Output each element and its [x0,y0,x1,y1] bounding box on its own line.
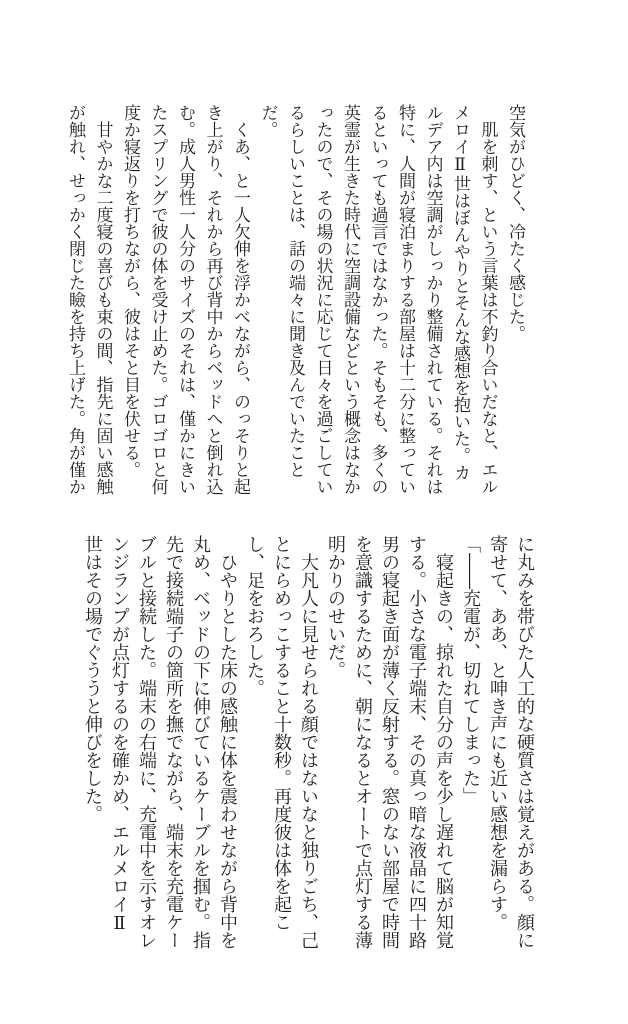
paragraph-dialogue: 「――充電が、切れてしまった」 [460,535,481,805]
paragraph: 寝起きの、掠れた自分の声を少し遅れて脳が知覚する。小さな電子端末、その真っ暗な液晶に四十路男の寝起き面が薄く反射する。窓のない部屋で時間を意識するために、朝になるとオートで点灯する薄明かりのせいだ。 [325,535,454,949]
paragraph: ひやりとした床の感触に体を震わせながら背中を丸め、ベッドの下に伸びているケーブルを掴む。指先で接続端子の箇所を撫でながら、端末を充電ケーブルと接続した。端末の右端に、充電中を示すオレンジランプが点灯するのを確かめ、エルメロイⅡ世はその場でぐううと伸びをした。 [82,535,238,949]
page-block-top [61,104,529,496]
paragraph: 甘やかな二度寝の喜びも束の間、指先に固い感触が触れ、せっかく閉じた瞼を持ち上げた。角が僅か [65,104,113,495]
paragraph: に丸みを帯びた人工的な硬質さは覚えがある。顔に寄せて、ああ、と呻き声にも近い感想を漏らす。 [487,535,535,949]
page-block-bottom [79,535,538,951]
paragraph: 空気がひどく、冷たく感じた。 [505,104,525,342]
paragraph: 肌を刺す、という言葉は不釣り合いだなと、エルメロイⅡ世はぼんやりとそんな感想を抱いた。カルデア内は空調がしっかり整備されている。それは特に、人間が寝泊まりする部屋は十二分に整っているといっても過言ではなかった。そもそも、多くの英霊が生きた時代に空調設備などという概念はなかったので、その場の状況に応じて日々を過ごしているらしいことは、話の端々に聞き及んでいたことだ。 [257,104,498,495]
paragraph: 大凡人に見せられる顔ではないなと独りごち、己とにらめっこすること十数秒。再度彼は体を起こし、足をおろした。 [244,535,319,949]
paragraph: くあ、と一人欠伸を浮かべながら、のっそりと起き上がり、それから再び背中からベッドへと倒れ込む。成人男性一人分のサイズのそれは、僅かにきいたスプリングで彼の体を受け止めた。ゴロゴロと何度か寝返りを打ちながら、彼はそと目を伏せる。 [120,104,250,495]
